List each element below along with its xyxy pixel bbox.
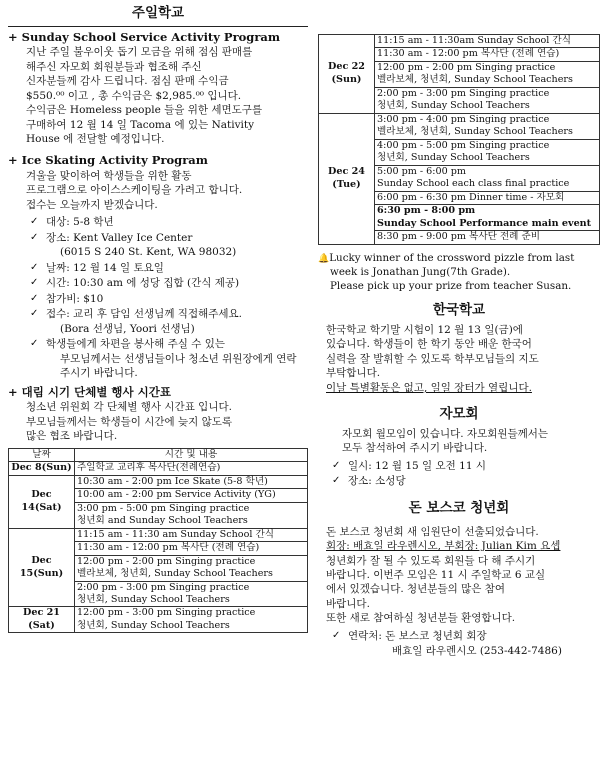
schedule-date-cell xyxy=(319,113,375,244)
don-bosco-line: 바랍니다. xyxy=(326,597,370,610)
ice-line: 접수는 오늘까지 받겠습니다. xyxy=(26,198,158,211)
schedule-event-line: 10:30 am - 2:00 pm Ice Skate (5-8 학년) xyxy=(77,475,268,487)
sunday-school-title: 주일학교 xyxy=(131,5,185,21)
ice-detail-item xyxy=(30,292,308,306)
mothers-line: 자모회 월모임이 있습니다. 자모회원들께서는 xyxy=(342,427,549,440)
schedule-event-cell xyxy=(75,542,308,555)
schedule-event-line: 청년회, Sunday School Teachers xyxy=(77,593,230,605)
schedule-date-cell: Dec 14(Sat) xyxy=(9,475,75,528)
don-bosco-line: 청년회가 잘 될 수 있도록 회원들 다 해 주시기 xyxy=(326,554,536,567)
ice-detail-text: 학생들에게 차편을 봉사해 주실 수 있는 xyxy=(46,338,225,351)
ice-line: 겨울을 맞이하여 학생들을 위한 활동 xyxy=(26,169,192,182)
check-icon: ✓ xyxy=(30,231,39,243)
schedule-date-cell: Dec 21 (Sat) xyxy=(9,607,75,633)
schedule-event-line: 6:30 pm - 8:00 pm xyxy=(377,205,476,217)
schedule-date-line: Dec 24 xyxy=(328,166,365,178)
seniors-line: 많은 협조 바랍니다. xyxy=(26,430,118,443)
ice-detail-item xyxy=(30,231,308,260)
schedule-event-line: 4:00 pm - 5:00 pm Singing practice xyxy=(377,139,550,151)
schedule-event-line: 청년회, Sunday School Teachers xyxy=(377,152,530,164)
ice-detail-text: 대상: 5-8 학년 xyxy=(46,216,114,229)
crossword-line: week is Jonathan Jung(7th Grade). xyxy=(330,265,511,278)
schedule-date-line: Dec 22 xyxy=(328,61,365,73)
schedule-event-line: 11:30 am - 12:00 pm 복사단 (전례 연습) xyxy=(377,48,560,60)
schedule-event-line: 2:00 pm - 3:00 pm Singing practice xyxy=(77,581,250,593)
mothers-item xyxy=(332,474,600,488)
schedule-event-line: 6:00 pm - 6:30 pm Dinner time - 자모회 xyxy=(377,191,565,203)
don-bosco-contact-line xyxy=(332,629,600,643)
schedule-event-cell xyxy=(375,231,600,244)
check-icon: ✓ xyxy=(30,216,39,228)
schedule-event-text xyxy=(77,607,305,632)
schedule-event-cell xyxy=(75,555,308,581)
schedule-event-cell xyxy=(375,139,600,165)
schedule-date-cell: Dec 15(Sun) xyxy=(9,528,75,607)
schedule-event-text xyxy=(377,192,597,204)
schedule-event-line: 12:00 pm - 3:00 pm Singing practice xyxy=(77,607,256,619)
left-column xyxy=(8,0,308,633)
schedule-event-line: 벨라보체, 청년회, Sunday School Teachers xyxy=(377,74,573,86)
ice-detail-item xyxy=(30,276,308,290)
schedule-event-cell xyxy=(375,35,600,48)
ice-detail-item xyxy=(30,261,308,275)
schedule-event-text xyxy=(77,489,305,501)
ice-details-list xyxy=(8,215,308,380)
bell-icon: 🔔 xyxy=(318,253,330,264)
seniors-line: 부모님들께서는 학생들이 시간에 늦지 않도록 xyxy=(26,415,233,428)
crossword-line: Please pick up your prize from teacher Susan. xyxy=(330,280,572,293)
ice-detail-subtext: (Bora 선생님, Yoori 선생님) xyxy=(60,322,195,335)
table-row xyxy=(319,35,600,48)
schedule-event-cell xyxy=(75,607,308,633)
schedule-event-line: 3:00 pm - 4:00 pm Singing practice xyxy=(377,113,550,125)
activity-line: $550.⁰⁰ 이고 , 총 수익금은 $2,985.⁰⁰ 입니다. xyxy=(26,89,242,102)
check-icon: ✓ xyxy=(30,261,39,273)
ice-detail-text: 시간: 10:30 am 에 성당 집합 (간식 제공) xyxy=(46,277,240,290)
mothers-list xyxy=(318,459,600,489)
seniors-line: 청소년 위원회 각 단체별 행사 시간표 입니다. xyxy=(26,401,232,414)
ice-detail-text: 참가비: $10 xyxy=(46,292,104,305)
activity-line: 해주신 자모회 회원분들과 협조해 주신 xyxy=(26,60,202,73)
don-bosco-text xyxy=(318,525,600,626)
schedule-event-text xyxy=(377,114,597,139)
schedule-event-cell xyxy=(375,113,600,139)
don-bosco-contact-text: 배효일 라우렌시오 (253-442-7486) xyxy=(392,645,562,658)
schedule-event-cell xyxy=(75,462,308,475)
schedule-event-cell xyxy=(75,528,308,541)
schedule-event-line: Sunday School each class final practice xyxy=(377,178,570,190)
schedule-event-line: 주일학교 교리후 복사단(전례연습) xyxy=(77,462,221,474)
activity-heading: + Sunday School Service Activity Program xyxy=(8,29,281,44)
schedule-date-line: (Tue) xyxy=(332,178,361,190)
ice-detail-text: 접수: 교리 후 담임 선생님께 직접해주세요. xyxy=(46,308,242,321)
ice-detail-item xyxy=(30,337,308,380)
schedule-event-text xyxy=(377,166,597,191)
check-icon: ✓ xyxy=(332,475,341,487)
check-icon: ✓ xyxy=(30,308,39,320)
don-bosco-title: 돈 보스코 청년회 xyxy=(408,499,510,516)
col-date-header: 날짜 xyxy=(9,448,75,461)
mothers-title: 자모회 xyxy=(439,406,479,423)
schedule-event-line: 11:15 am - 11:30am Sunday School 간식 xyxy=(377,35,571,46)
ice-line: 프로그램으로 아이스스케이팅을 가려고 합니다. xyxy=(26,184,243,197)
don-bosco-line: 회장: 배효일 라우렌시오, 부회장: Julian Kim 요셉 xyxy=(326,540,561,553)
mothers-text xyxy=(318,427,600,456)
check-icon: ✓ xyxy=(332,459,341,471)
don-bosco-line: 바랍니다. 이번주 모임은 11 시 주일학교 6 교실 xyxy=(326,569,546,581)
schedule-event-text xyxy=(377,140,597,165)
schedule-event-line: 8:30 pm - 9:00 pm 복사단 전례 준비 xyxy=(377,231,541,243)
col-event-header: 시간 및 내용 xyxy=(75,448,308,461)
korean-school-title: 한국학교 xyxy=(432,302,486,319)
schedule-event-text xyxy=(377,205,597,230)
activity-text xyxy=(8,45,308,146)
schedule-event-text xyxy=(377,35,597,47)
schedule-event-text xyxy=(377,231,597,243)
don-bosco-contact-line xyxy=(332,644,600,658)
schedule-event-line: 청년회 and Sunday School Teachers xyxy=(77,515,248,527)
schedule-event-line: 11:30 am - 12:00 pm 복사단 (전례 연습) xyxy=(77,542,260,554)
crossword-notice xyxy=(318,251,600,294)
korean-line: 한국학교 학기말 시험이 12 월 13 일(금)에 xyxy=(326,323,523,336)
schedule-event-text xyxy=(77,476,305,488)
schedule-event-text xyxy=(77,582,305,607)
seniors-heading: + 대림 시기 단체별 행사 시간표 xyxy=(8,384,171,399)
korean-line: 이날 특별활동은 없고, 일일 장터가 열립니다. xyxy=(326,381,532,394)
activity-line: House 에 전달할 예정입니다. xyxy=(26,133,165,146)
schedule-date-cell: Dec 8(Sun) xyxy=(9,462,75,475)
korean-line: 부탁합니다. xyxy=(326,367,381,380)
right-column xyxy=(318,0,600,660)
check-icon: ✓ xyxy=(30,277,39,289)
schedule-event-line: 3:00 pm - 5:00 pm Singing practice xyxy=(77,502,250,514)
schedule-event-cell xyxy=(375,48,600,61)
ice-detail-text: 장소: Kent Valley Ice Center xyxy=(46,231,193,244)
schedule-table-wrap xyxy=(8,448,308,634)
ice-detail-subtext: (6015 S 240 St. Kent, WA 98032) xyxy=(60,246,237,259)
don-bosco-line: 에서 있겠습니다. 청년분들의 많은 참여 xyxy=(326,583,505,596)
schedule-event-cell xyxy=(375,165,600,191)
ice-text xyxy=(8,169,308,212)
schedule-event-line: 11:15 am - 11:30 am Sunday School 간식 xyxy=(77,528,275,540)
schedule-event-text xyxy=(77,542,305,554)
schedule-table-left xyxy=(8,448,308,634)
schedule-event-text xyxy=(77,462,305,474)
schedule-event-text xyxy=(377,88,597,113)
table-row xyxy=(9,462,308,475)
schedule-event-line: 벨라보체, 청년회, Sunday School Teachers xyxy=(77,568,273,580)
ice-detail-item xyxy=(30,307,308,336)
ice-detail-item xyxy=(30,215,308,229)
schedule-event-line: 5:00 pm - 6:00 pm xyxy=(377,165,467,177)
table-row xyxy=(9,607,308,633)
schedule-event-text xyxy=(77,503,305,528)
schedule-event-text xyxy=(77,529,305,541)
schedule-event-line: 청년회, Sunday School Teachers xyxy=(377,100,530,112)
activity-line: 수익금은 Homeless people 들을 위한 세면도구를 xyxy=(26,104,263,117)
schedule-event-cell xyxy=(375,205,600,231)
schedule-date-line: (Sun) xyxy=(331,73,362,85)
table-row xyxy=(319,113,600,139)
schedule-event-text xyxy=(377,48,597,60)
don-bosco-contact xyxy=(318,629,600,659)
schedule-event-line: 벨라보체, 청년회, Sunday School Teachers xyxy=(377,126,573,138)
mothers-item xyxy=(332,459,600,473)
check-icon: ✓ xyxy=(30,338,39,350)
schedule-event-line: 2:00 pm - 3:00 pm Singing practice xyxy=(377,87,550,99)
crossword-text: Lucky winner of the crossword pizzle from last xyxy=(329,251,575,264)
check-icon: ✓ xyxy=(30,292,39,304)
schedule-event-cell xyxy=(75,489,308,502)
activity-line: 구매하여 12 월 14 일 Tacoma 에 있는 Nativity xyxy=(26,118,255,131)
don-bosco-line: 또한 새로 참여하실 청년분들 환영합니다. xyxy=(326,612,516,625)
korean-line: 실력을 잘 발휘할 수 있도록 학부모님들의 지도 xyxy=(326,352,539,365)
schedule-event-line: 12:00 pm - 2:00 pm Singing practice xyxy=(77,555,256,567)
crossword-line-wrap xyxy=(318,251,600,265)
schedule-event-cell xyxy=(75,581,308,607)
table-row xyxy=(9,528,308,541)
schedule-event-line: Sunday School Performance main event xyxy=(377,217,592,229)
check-icon: ✓ xyxy=(332,629,341,641)
ice-detail-text: 날짜: 12 월 14 일 토요일 xyxy=(46,261,164,274)
mothers-item-text: 장소: 소성당 xyxy=(348,475,406,488)
ice-detail-subtext: 부모님께서는 선생님들이나 청소년 위원장에게 연락 주시기 바랍니다. xyxy=(60,352,297,380)
activity-line: 신자분들께 감사 드립니다. 점심 판매 수익금 xyxy=(26,75,229,88)
schedule-event-line: 청년회, Sunday School Teachers xyxy=(77,619,230,631)
ice-heading: + Ice Skating Activity Program xyxy=(8,152,208,167)
mothers-item-text: 일시: 12 월 15 일 오전 11 시 xyxy=(348,459,486,472)
schedule-event-text xyxy=(77,556,305,581)
activity-line: 지난 주일 불우이웃 돕기 모금을 위해 점심 판매를 xyxy=(26,46,253,59)
schedule-event-cell xyxy=(375,61,600,87)
schedule-date-cell xyxy=(319,35,375,114)
seniors-text xyxy=(8,400,308,443)
schedule-event-line: 10:00 am - 2:00 pm Service Activity (YG) xyxy=(77,489,276,501)
table-row xyxy=(9,475,308,488)
schedule-table-right xyxy=(318,34,600,245)
mothers-line: 모두 참석하여 주시기 바랍니다. xyxy=(342,442,488,455)
schedule-event-cell xyxy=(75,502,308,528)
korean-school-text xyxy=(318,323,600,395)
korean-line: 있습니다. 학생들이 한 학기 동안 배운 한국어 xyxy=(326,338,532,351)
schedule-event-text xyxy=(377,62,597,87)
don-bosco-contact-text: 연락처: 돈 보스코 청년회 회장 xyxy=(348,629,487,642)
schedule-event-cell xyxy=(375,87,600,113)
schedule-event-cell xyxy=(75,475,308,488)
schedule-event-cell xyxy=(375,191,600,204)
schedule-event-line: 12:00 pm - 2:00 pm Singing practice xyxy=(377,61,556,73)
don-bosco-line: 돈 보스코 청년회 새 임원단이 선출되었습니다. xyxy=(326,525,539,538)
